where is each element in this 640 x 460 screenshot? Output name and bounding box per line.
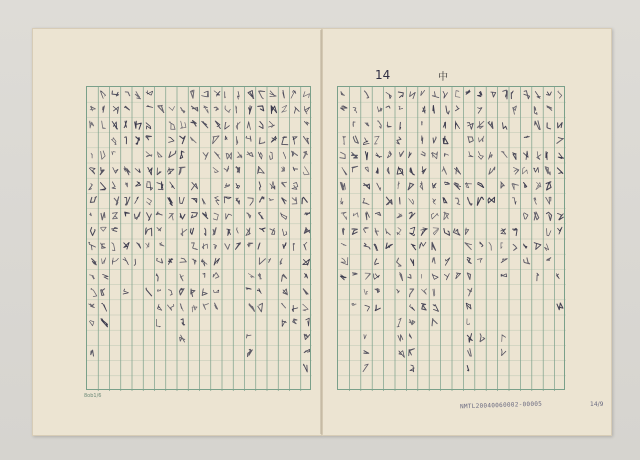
folio-number: 14/9 bbox=[590, 401, 604, 408]
left-grid-lines bbox=[87, 87, 312, 391]
page-number: 14 bbox=[375, 68, 391, 82]
left-writing-grid bbox=[86, 86, 311, 390]
archive-id-stamp: NMTL20040060002-00005 bbox=[459, 400, 543, 411]
corner-mark: 中 bbox=[438, 72, 448, 83]
page-gutter bbox=[320, 30, 323, 434]
form-code: 8ob1/6 bbox=[84, 393, 102, 399]
right-writing-grid bbox=[337, 86, 565, 390]
right-grid-lines bbox=[338, 87, 566, 391]
